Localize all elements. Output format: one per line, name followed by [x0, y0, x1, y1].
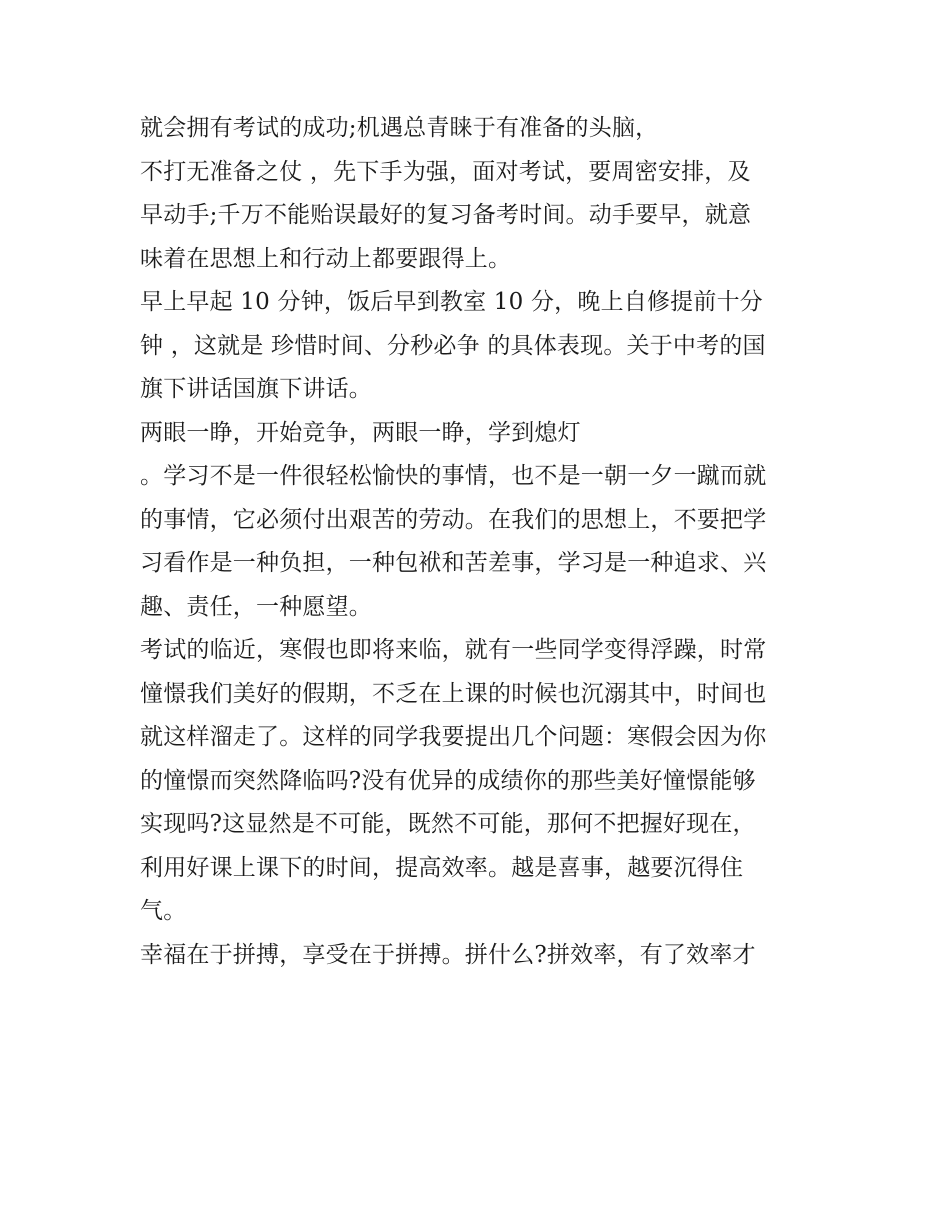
text-line: 味着在思想上和行动上都要跟得上。: [140, 245, 512, 272]
text-line: 趣、责任，一种愿望。: [140, 593, 372, 620]
text-line: 不打无准备之仗 ，先下手为强，面对考试，要周密安排，及: [140, 158, 751, 185]
text-line: 的事情，它必须付出艰苦的劳动。在我们的思想上，不要把学: [140, 506, 767, 533]
text-line: 实现吗?这显然是不可能，既然不可能，那何不把握好现在，: [140, 811, 756, 837]
text-line: 利用好课上课下的时间，提高效率。越是喜事，越要沉得住: [140, 854, 744, 881]
text-line: 旗下讲话国旗下讲话。: [140, 376, 372, 402]
body-text: [140, 107, 820, 977]
text-line: 。学习不是一件很轻松愉快的事情，也不是一朝一夕一蹴而就: [140, 463, 767, 489]
text-line: 的憧憬而突然降临吗?没有优异的成绩你的那些美好憧憬能够: [140, 767, 756, 794]
text-line: 早上早起 10 分钟，饭后早到教室 10 分，晚上自修提前十分: [140, 289, 763, 315]
text-line: 习看作是一种负担，一种包袱和苦差事，学习是一种追求、兴: [140, 550, 767, 576]
text-line: 就会拥有考试的成功;机遇总青睐于有准备的头脑，: [140, 115, 659, 141]
text-line: 气。: [140, 898, 187, 924]
text-line: 钟 ，这就是 珍惜时间、分秒必争 的具体表现。关于中考的国: [140, 332, 766, 359]
text-line: 两眼一睁，开始竞争，两眼一睁，学到熄灯: [140, 419, 581, 446]
text-line: 幸福在于拼搏，享受在于拼搏。拼什么?拼效率，有了效率才: [140, 941, 756, 968]
text-line: 早动手;千万不能贻误最好的复习备考时间。动手要早，就意: [140, 202, 752, 228]
text-line: 考试的临近，寒假也即将来临，就有一些同学变得浮躁，时常: [140, 637, 767, 663]
text-line: 憧憬我们美好的假期，不乏在上课的时候也沉溺其中，时间也: [140, 680, 767, 707]
text-line: 就这样溜走了。这样的同学我要提出几个问题：寒假会因为你: [140, 724, 767, 750]
